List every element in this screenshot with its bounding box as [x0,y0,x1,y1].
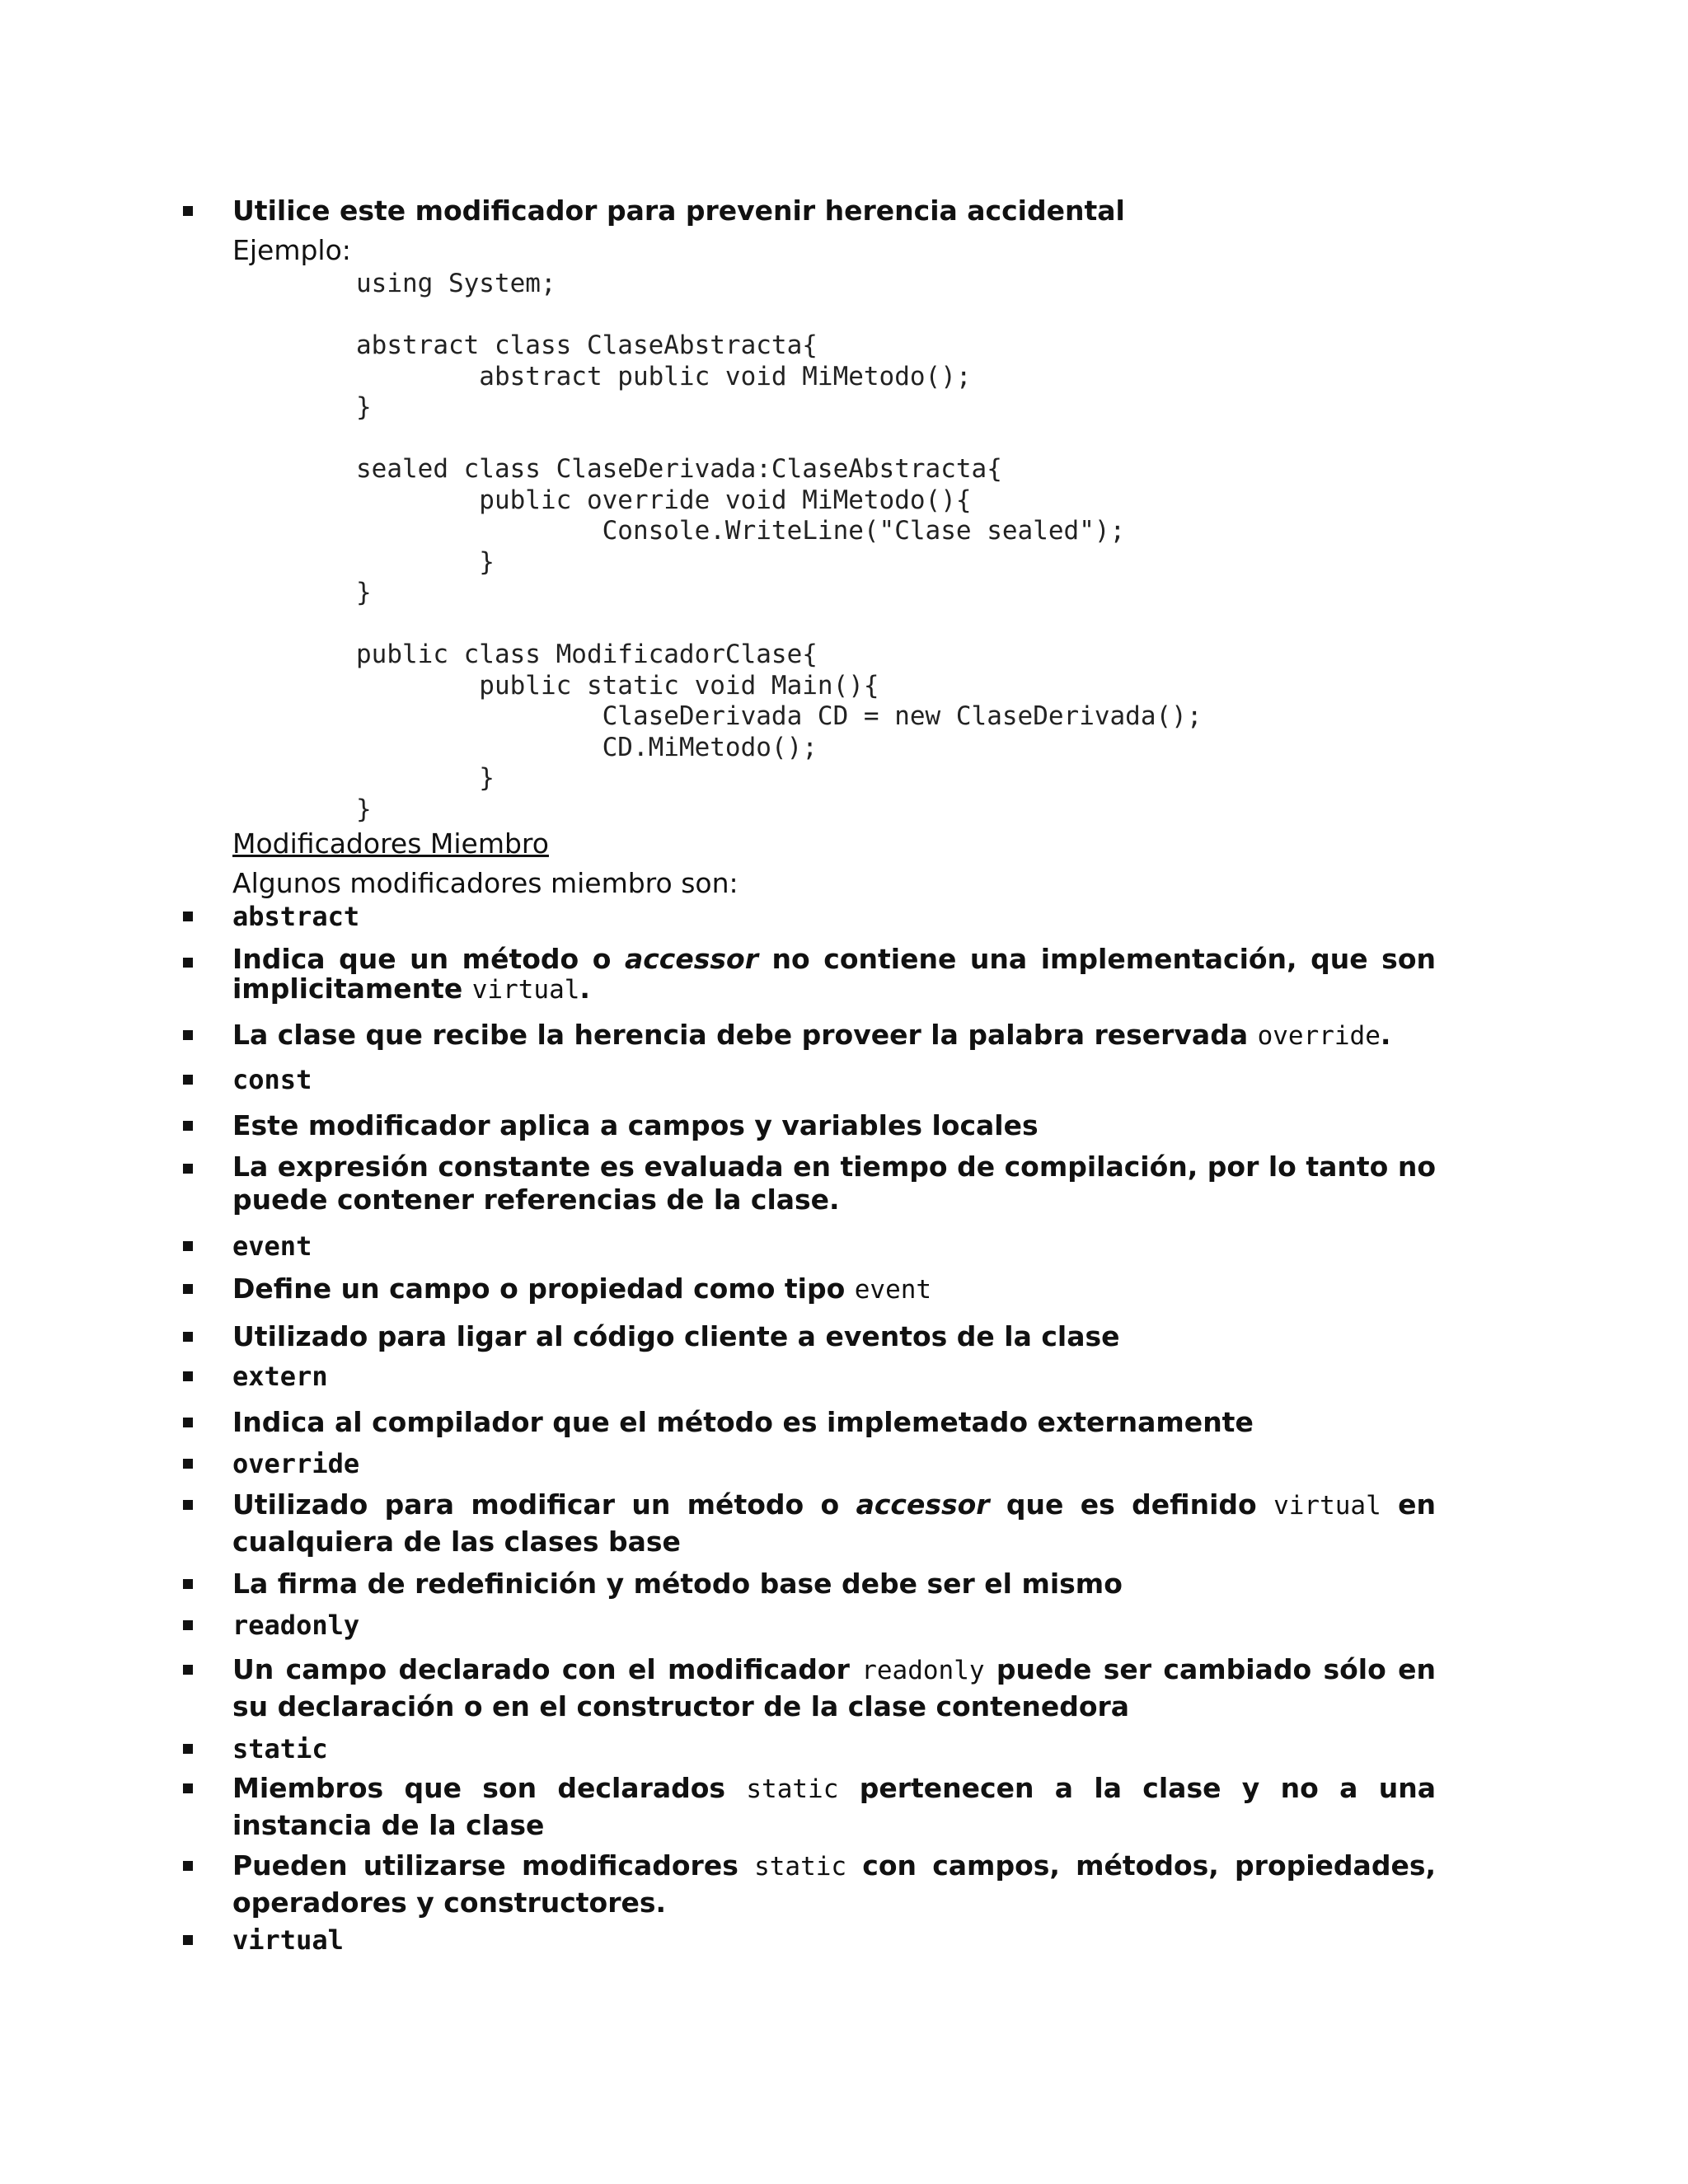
intro-heading: Utilice este modificador para prevenir herencia accidental [232,194,1125,227]
code-line: } [356,392,372,422]
code-line: Console.WriteLine("Clase sealed"); [356,516,1126,546]
text-run: no contiene una implementación, que son implicitamente [232,943,1436,1005]
keyword-event: event [232,1230,312,1262]
inline-code: event [854,1275,932,1305]
code-line: ClaseDerivada CD = new ClaseDerivada(); [356,701,1203,731]
bullet-marker [183,1121,193,1131]
code-line: } [356,578,372,607]
inline-code: virtual [471,975,580,1005]
bullet-marker [183,1620,193,1630]
text-run-italic: accessor [856,1488,990,1521]
bullet-marker [183,1075,193,1085]
bullet-marker [183,958,193,968]
inline-code: static [754,1852,847,1882]
text-run: Define un campo o propiedad como tipo [232,1272,855,1305]
const-desc-2: La expresión constante es evaluada en tiempo de compilación, por lo tanto no puede contener referencias de la clase. [232,1151,1436,1216]
keyword-override: override [232,1448,360,1479]
bullet-marker [183,1665,193,1675]
code-line: public static void Main(){ [356,670,879,701]
code-line: abstract public void MiMetodo(); [356,361,972,391]
bullet-marker [183,1459,193,1469]
bullet-marker [183,1284,193,1294]
bullet-marker [183,1164,193,1174]
section-title: Modificadores Miembro [232,827,549,860]
example-label: Ejemplo: [232,234,351,266]
inline-code: override [1257,1021,1381,1051]
keyword-virtual: virtual [232,1924,344,1956]
bullet-marker [183,1418,193,1427]
section-intro: Algunos modificadores miembro son: [232,867,738,899]
readonly-desc-1 [232,1652,1436,1725]
bullet-marker [183,1579,193,1589]
bullet-marker [183,1332,193,1342]
code-line: using System; [356,269,556,298]
code-line: sealed class ClaseDerivada:ClaseAbstracta{ [356,454,1002,484]
text-run: Indica que un método o [232,943,625,975]
code-line: } [356,794,372,824]
text-run: . [579,972,590,1005]
override-desc-1 [232,1487,1436,1560]
code-block [356,269,1203,825]
static-desc-1 [232,1770,1436,1844]
extern-desc-1: Indica al compilador que el método es implemetado externamente [232,1406,1254,1438]
text-run: en cualquiera de las clases base [232,1488,1436,1558]
code-line: } [356,763,495,793]
code-line: } [356,546,495,577]
code-line: public override void MiMetodo(){ [356,485,972,515]
inline-code: virtual [1273,1491,1381,1521]
keyword-abstract: abstract [232,901,360,932]
bullet-marker [183,1861,193,1871]
bullet-marker [183,1500,193,1510]
keyword-extern: extern [232,1361,328,1392]
abstract-desc-1 [232,944,1436,1005]
inline-code: static [746,1774,839,1804]
text-run: con campos, métodos, propiedades, operadores y constructores. [232,1849,1436,1919]
text-run: puede ser cambiado sólo en su declaración o en el constructor de la clase contenedora [232,1653,1437,1722]
keyword-static: static [232,1733,328,1765]
text-run-italic: accessor [624,943,758,975]
bullet-marker [183,1371,193,1381]
bullet-marker [183,1241,193,1251]
bullet-marker [183,206,193,216]
event-desc-1 [232,1271,1436,1308]
const-desc-1: Este modificador aplica a campos y variables locales [232,1109,1039,1141]
override-desc-2: La firma de redefinición y método base debe ser el mismo [232,1568,1123,1600]
code-line: CD.MiMetodo(); [356,732,818,762]
bullet-marker [183,912,193,921]
code-line: abstract class ClaseAbstracta{ [356,330,818,360]
bullet-marker [183,1030,193,1040]
text-run: . [1380,1019,1391,1051]
text-run: que es definido [989,1488,1274,1521]
text-run: Un campo declarado con el modificador [232,1653,862,1685]
text-run: pertenecen a la clase y no a una instancia de la clase [232,1772,1436,1841]
inline-code: readonly [861,1656,985,1685]
keyword-readonly: readonly [232,1610,360,1641]
keyword-const: const [232,1064,312,1095]
bullet-marker [183,1783,193,1793]
text-run: Miembros que son declarados [232,1772,747,1804]
text-run: Pueden utilizarse modificadores [232,1849,755,1882]
bullet-marker [183,1744,193,1754]
event-desc-2: Utilizado para ligar al código cliente a eventos de la clase [232,1320,1120,1352]
text-run: Utilizado para modificar un método o [232,1488,856,1521]
text-run: La clase que recibe la herencia debe proveer la palabra reservada [232,1019,1258,1051]
static-desc-2 [232,1848,1436,1921]
bullet-marker [183,1935,193,1945]
code-line: public class ModificadorClase{ [356,640,818,669]
abstract-desc-2 [232,1017,1436,1054]
